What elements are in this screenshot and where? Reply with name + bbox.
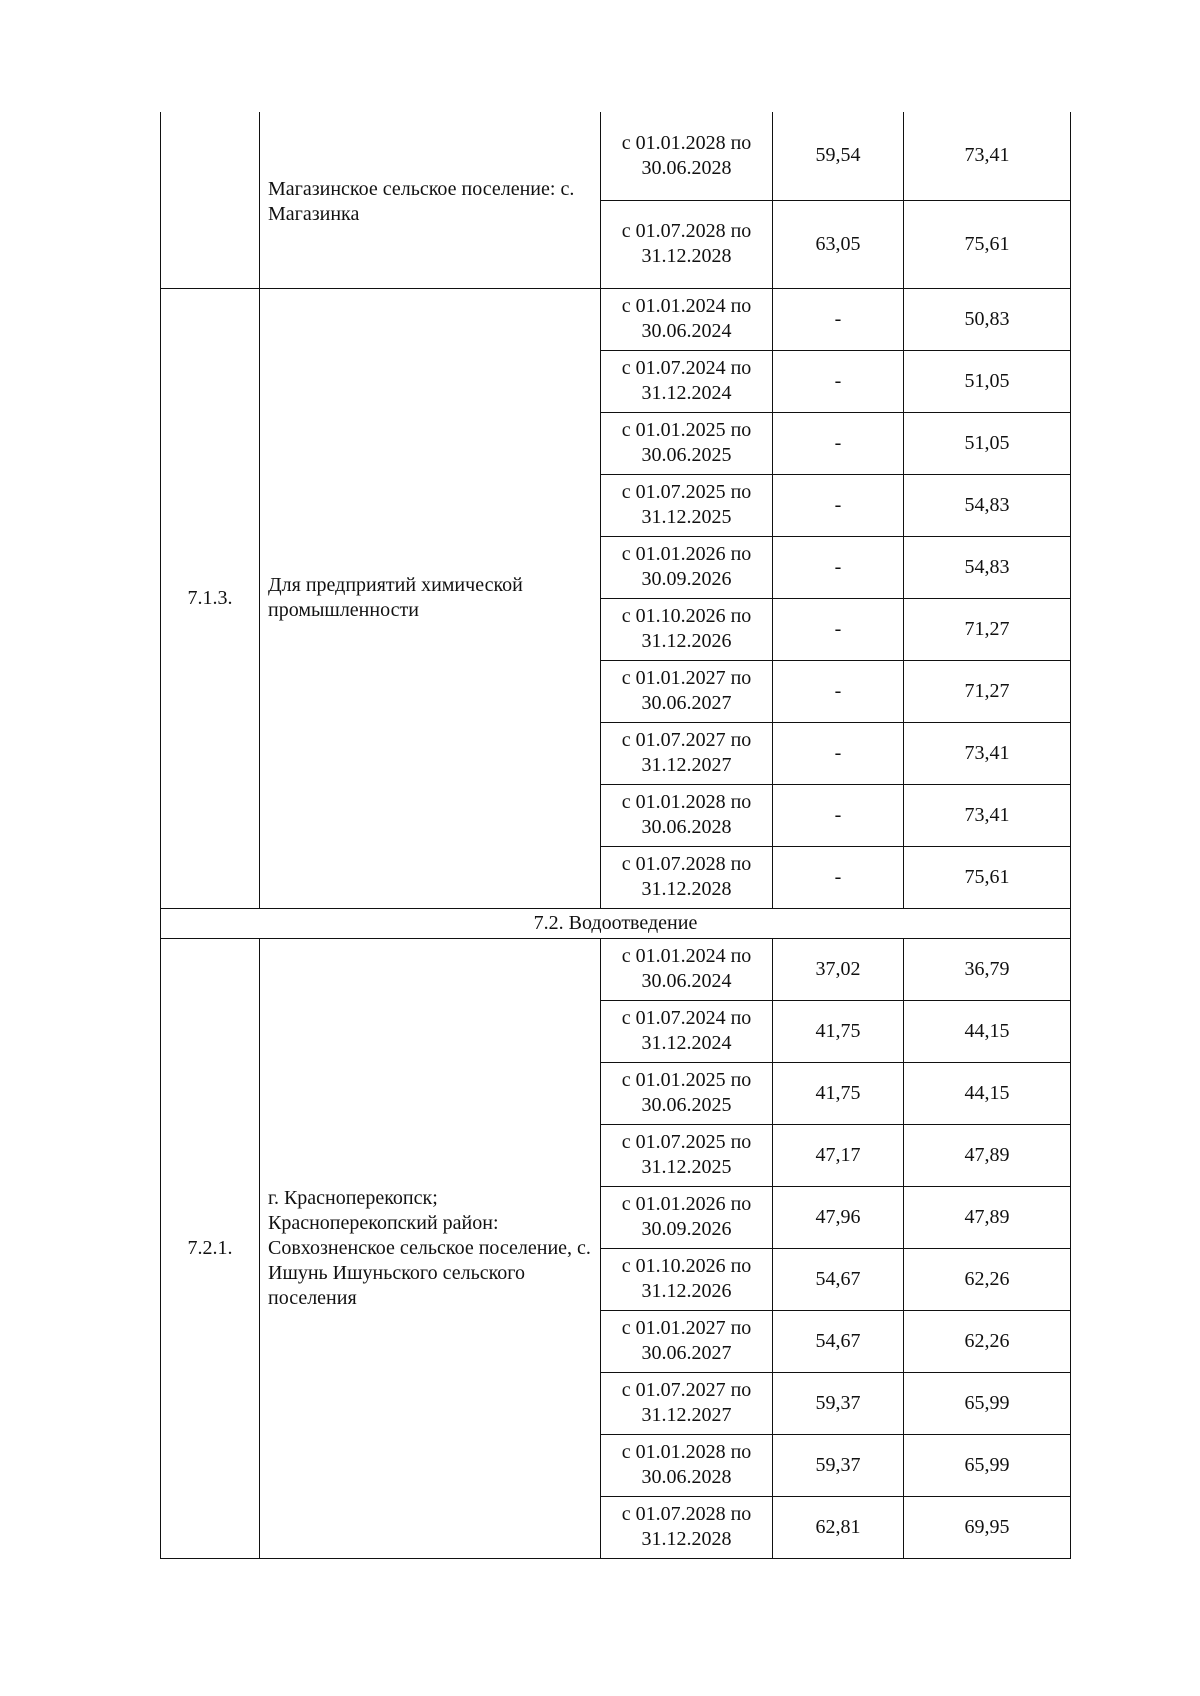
period-cell: с 01.01.2026 по 30.09.2026 bbox=[601, 1186, 773, 1248]
value-cell: 44,15 bbox=[904, 1000, 1071, 1062]
value-cell: 51,05 bbox=[904, 412, 1071, 474]
value-cell: 51,05 bbox=[904, 350, 1071, 412]
row-name: Для предприятий химической промышленности bbox=[260, 288, 601, 908]
period-cell: с 01.10.2026 по 31.12.2026 bbox=[601, 598, 773, 660]
value-cell: 36,79 bbox=[904, 938, 1071, 1000]
table-row bbox=[161, 288, 1071, 350]
value-cell: 73,41 bbox=[904, 722, 1071, 784]
value-cell: - bbox=[773, 474, 904, 536]
period-cell: с 01.01.2028 по 30.06.2028 bbox=[601, 112, 773, 200]
value-cell: 73,41 bbox=[904, 112, 1071, 200]
value-cell: 75,61 bbox=[904, 200, 1071, 288]
value-cell: - bbox=[773, 660, 904, 722]
value-cell: 54,67 bbox=[773, 1310, 904, 1372]
value-cell: 54,83 bbox=[904, 474, 1071, 536]
period-cell: с 01.07.2028 по 31.12.2028 bbox=[601, 846, 773, 908]
row-number bbox=[161, 112, 260, 288]
value-cell: 37,02 bbox=[773, 938, 904, 1000]
period-cell: с 01.01.2024 по 30.06.2024 bbox=[601, 288, 773, 350]
row-number: 7.1.3. bbox=[161, 288, 260, 908]
value-cell: 47,89 bbox=[904, 1124, 1071, 1186]
value-cell: 71,27 bbox=[904, 598, 1071, 660]
period-cell: с 01.07.2028 по 31.12.2028 bbox=[601, 200, 773, 288]
value-cell: - bbox=[773, 846, 904, 908]
value-cell: 44,15 bbox=[904, 1062, 1071, 1124]
period-cell: с 01.01.2027 по 30.06.2027 bbox=[601, 1310, 773, 1372]
section-header-row bbox=[161, 908, 1071, 938]
value-cell: - bbox=[773, 350, 904, 412]
period-cell: с 01.01.2028 по 30.06.2028 bbox=[601, 784, 773, 846]
value-cell: 75,61 bbox=[904, 846, 1071, 908]
period-cell: с 01.07.2028 по 31.12.2028 bbox=[601, 1496, 773, 1558]
value-cell: 47,17 bbox=[773, 1124, 904, 1186]
table-row bbox=[161, 112, 1071, 200]
value-cell: 41,75 bbox=[773, 1000, 904, 1062]
period-cell: с 01.01.2025 по 30.06.2025 bbox=[601, 1062, 773, 1124]
value-cell: 47,96 bbox=[773, 1186, 904, 1248]
value-cell: 50,83 bbox=[904, 288, 1071, 350]
value-cell: 62,26 bbox=[904, 1310, 1071, 1372]
value-cell: 59,54 bbox=[773, 112, 904, 200]
period-cell: с 01.01.2026 по 30.09.2026 bbox=[601, 536, 773, 598]
value-cell: 54,83 bbox=[904, 536, 1071, 598]
period-cell: с 01.07.2024 по 31.12.2024 bbox=[601, 1000, 773, 1062]
period-cell: с 01.10.2026 по 31.12.2026 bbox=[601, 1248, 773, 1310]
value-cell: 62,81 bbox=[773, 1496, 904, 1558]
row-name: Магазинское сельское поселение: с. Магазинка bbox=[260, 112, 601, 288]
value-cell: 65,99 bbox=[904, 1434, 1071, 1496]
value-cell: 62,26 bbox=[904, 1248, 1071, 1310]
value-cell: 65,99 bbox=[904, 1372, 1071, 1434]
tariff-table bbox=[160, 112, 1071, 1559]
period-cell: с 01.07.2024 по 31.12.2024 bbox=[601, 350, 773, 412]
value-cell: - bbox=[773, 288, 904, 350]
period-cell: с 01.01.2028 по 30.06.2028 bbox=[601, 1434, 773, 1496]
period-cell: с 01.07.2025 по 31.12.2025 bbox=[601, 474, 773, 536]
period-cell: с 01.01.2024 по 30.06.2024 bbox=[601, 938, 773, 1000]
value-cell: 54,67 bbox=[773, 1248, 904, 1310]
value-cell: 41,75 bbox=[773, 1062, 904, 1124]
row-number: 7.2.1. bbox=[161, 938, 260, 1558]
period-cell: с 01.01.2025 по 30.06.2025 bbox=[601, 412, 773, 474]
section-title: 7.2. Водоотведение bbox=[161, 908, 1071, 938]
value-cell: 47,89 bbox=[904, 1186, 1071, 1248]
value-cell: - bbox=[773, 598, 904, 660]
value-cell: - bbox=[773, 722, 904, 784]
value-cell: 71,27 bbox=[904, 660, 1071, 722]
value-cell: 69,95 bbox=[904, 1496, 1071, 1558]
value-cell: - bbox=[773, 412, 904, 474]
period-cell: с 01.07.2027 по 31.12.2027 bbox=[601, 722, 773, 784]
value-cell: - bbox=[773, 784, 904, 846]
period-cell: с 01.07.2025 по 31.12.2025 bbox=[601, 1124, 773, 1186]
value-cell: 59,37 bbox=[773, 1372, 904, 1434]
period-cell: с 01.01.2027 по 30.06.2027 bbox=[601, 660, 773, 722]
value-cell: 63,05 bbox=[773, 200, 904, 288]
value-cell: 73,41 bbox=[904, 784, 1071, 846]
row-name: г. Красноперекопск; Красноперекопский район: Совхозненское сельское поселение, с. Ишунь Ишуньского сельского поселения bbox=[260, 938, 601, 1558]
table-row bbox=[161, 938, 1071, 1000]
value-cell: 59,37 bbox=[773, 1434, 904, 1496]
period-cell: с 01.07.2027 по 31.12.2027 bbox=[601, 1372, 773, 1434]
value-cell: - bbox=[773, 536, 904, 598]
